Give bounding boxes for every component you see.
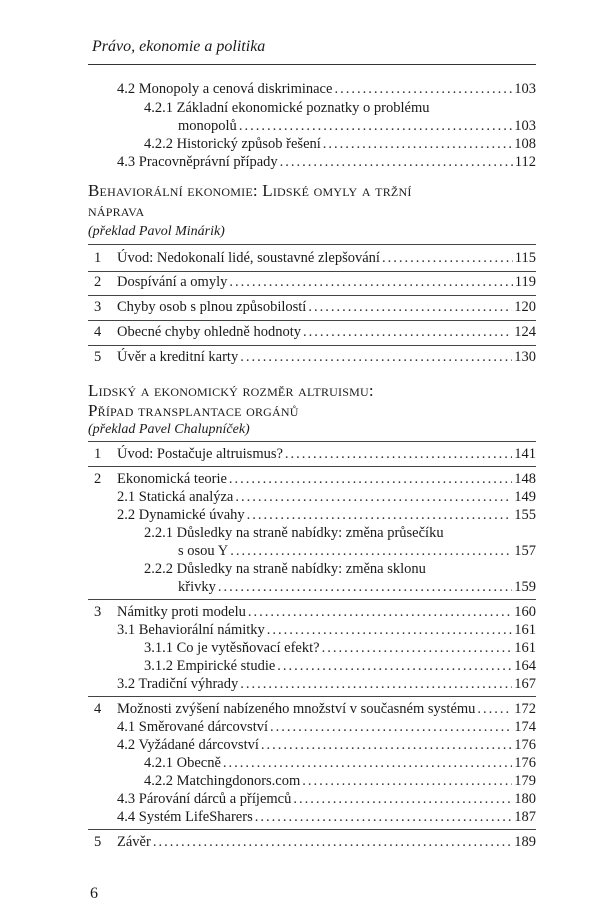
toc-number: 3: [94, 299, 102, 315]
toc-number: 2: [94, 471, 102, 487]
toc-number: 1: [94, 446, 102, 462]
toc-label: 4.2.2 Historický způsob řešení: [144, 136, 321, 152]
toc-page: 161: [514, 622, 536, 638]
toc-line: [117, 80, 536, 98]
toc-number: 5: [94, 834, 102, 850]
toc-page: 189: [514, 834, 536, 850]
toc-page: 172: [514, 701, 536, 717]
toc-page: 161: [514, 640, 536, 656]
translator-note: (překlad Pavol Minárik): [88, 224, 225, 239]
toc-page: 179: [514, 773, 536, 789]
toc-page: 119: [514, 274, 536, 290]
toc-label: 4.2.2 Matchingdonors.com: [144, 773, 301, 789]
section-rule: [88, 441, 536, 442]
toc-line: [117, 298, 536, 316]
toc-line: [117, 470, 536, 488]
toc-line: [117, 273, 536, 291]
toc-label: Ekonomická teorie: [117, 471, 227, 487]
toc-line: [117, 153, 536, 171]
toc-page: 130: [514, 349, 536, 365]
toc-label: 4.3 Pracovněprávní případy: [117, 154, 278, 170]
toc-page: 187: [514, 809, 536, 825]
toc-page: 174: [514, 719, 536, 735]
toc-line: [144, 772, 536, 790]
toc-line: [117, 718, 536, 736]
toc-number: 3: [94, 604, 102, 620]
section-title-cont: Případ transplantace orgánů: [88, 401, 299, 420]
toc-page: 103: [514, 81, 536, 97]
toc-label: s osou Y: [178, 543, 229, 559]
entry-rule: [88, 320, 536, 321]
toc-page: 160: [514, 604, 536, 620]
toc-line: [117, 603, 536, 621]
toc-label: 2.2 Dynamické úvahy: [117, 507, 245, 523]
toc-page: 124: [514, 324, 536, 340]
toc-label: Možnosti zvýšení nabízeného množství v současném systému: [117, 701, 476, 717]
toc-label: 4.1 Směrované dárcovství: [117, 719, 269, 735]
toc-page: 141: [514, 446, 536, 462]
toc-line: [117, 621, 536, 639]
toc-page: 176: [514, 737, 536, 753]
toc-label: křivky: [178, 579, 216, 595]
toc-line: [144, 657, 536, 675]
toc-number: 2: [94, 274, 102, 290]
toc-line: [117, 249, 536, 267]
toc-line: 2.2.1 Důsledky na straně nabídky: změna průsečíku: [144, 525, 444, 541]
section-title: Lidský a ekonomický rozměr altruismu:: [88, 381, 374, 400]
toc-label: 2.1 Statická analýza: [117, 489, 234, 505]
toc-page: 115: [514, 250, 536, 266]
toc-label: monopolů: [178, 118, 237, 134]
toc-label: 3.1.2 Empirické studie: [144, 658, 276, 674]
toc-line: [117, 445, 536, 463]
toc-line: [117, 675, 536, 693]
toc-page: 148: [514, 471, 536, 487]
toc-label: Chyby osob s plnou způsobilostí: [117, 299, 307, 315]
toc-label: Úvod: Postačuje altruismus?: [117, 446, 283, 462]
entry-rule: [88, 271, 536, 272]
section-title: Behaviorální ekonomie: Lidské omyly a tržní: [88, 181, 412, 200]
toc-page: 167: [514, 676, 536, 692]
toc-number: 4: [94, 701, 102, 717]
translator-note: (překlad Pavel Chalupníček): [88, 422, 250, 437]
toc-page: 112: [514, 154, 536, 170]
toc-line: [117, 808, 536, 826]
toc-line: [117, 790, 536, 808]
toc-page: 149: [514, 489, 536, 505]
toc-page: 103: [514, 118, 536, 134]
toc-page: 120: [514, 299, 536, 315]
toc-number: 5: [94, 349, 102, 365]
toc-label: Úvod: Nedokonalí lidé, soustavné zlepšování: [117, 250, 380, 266]
toc-label: Námitky proti modelu: [117, 604, 246, 620]
toc-label: Obecné chyby ohledně hodnoty: [117, 324, 302, 340]
toc-line: [117, 506, 536, 524]
toc-line: [178, 578, 536, 596]
toc-page: 164: [514, 658, 536, 674]
entry-rule: [88, 295, 536, 296]
toc-number: 1: [94, 250, 102, 266]
toc-line: [144, 639, 536, 657]
entry-rule: [88, 829, 536, 830]
toc-label: 4.2 Monopoly a cenová diskriminace: [117, 81, 333, 97]
toc-label: 3.1 Behaviorální námitky: [117, 622, 265, 638]
toc-line: [117, 700, 536, 718]
toc-line: [178, 542, 536, 560]
toc-page: 180: [514, 791, 536, 807]
toc-page: 176: [514, 755, 536, 771]
toc-page: 157: [514, 543, 536, 559]
page-number: 6: [90, 885, 98, 902]
toc-line: [117, 833, 536, 851]
toc-label: Závěr: [117, 834, 151, 850]
toc-label: 4.2.1 Obecně: [144, 755, 221, 771]
running-header: Právo, ekonomie a politika: [92, 38, 266, 55]
header-rule: [88, 64, 536, 65]
toc-label: Úvěr a kreditní karty: [117, 349, 239, 365]
toc-line: [117, 323, 536, 341]
entry-rule: [88, 696, 536, 697]
toc-page: 155: [514, 507, 536, 523]
toc-line: [117, 488, 536, 506]
toc-line: [144, 754, 536, 772]
toc-page: 159: [514, 579, 536, 595]
toc-line: [117, 736, 536, 754]
toc-label: 4.4 Systém LifeSharers: [117, 809, 253, 825]
toc-page: 108: [514, 136, 536, 152]
entry-rule: [88, 599, 536, 600]
toc-line: [144, 135, 536, 153]
toc-label: 3.1.1 Co je vytěsňovací efekt?: [144, 640, 320, 656]
toc-label: 4.3 Párování dárců a příjemců: [117, 791, 292, 807]
toc-label: 3.2 Tradiční výhrady: [117, 676, 239, 692]
toc-line: [178, 117, 536, 135]
toc-label: 4.2 Vyžádané dárcovství: [117, 737, 259, 753]
entry-rule: [88, 466, 536, 467]
toc-label: Dospívání a omyly: [117, 274, 228, 290]
section-rule: [88, 244, 536, 245]
entry-rule: [88, 345, 536, 346]
toc-number: 4: [94, 324, 102, 340]
section-title-cont: náprava: [88, 201, 145, 220]
toc-line: [117, 348, 536, 366]
toc-line: 4.2.1 Základní ekonomické poznatky o problému: [144, 100, 430, 116]
toc-line: 2.2.2 Důsledky na straně nabídky: změna sklonu: [144, 561, 426, 577]
